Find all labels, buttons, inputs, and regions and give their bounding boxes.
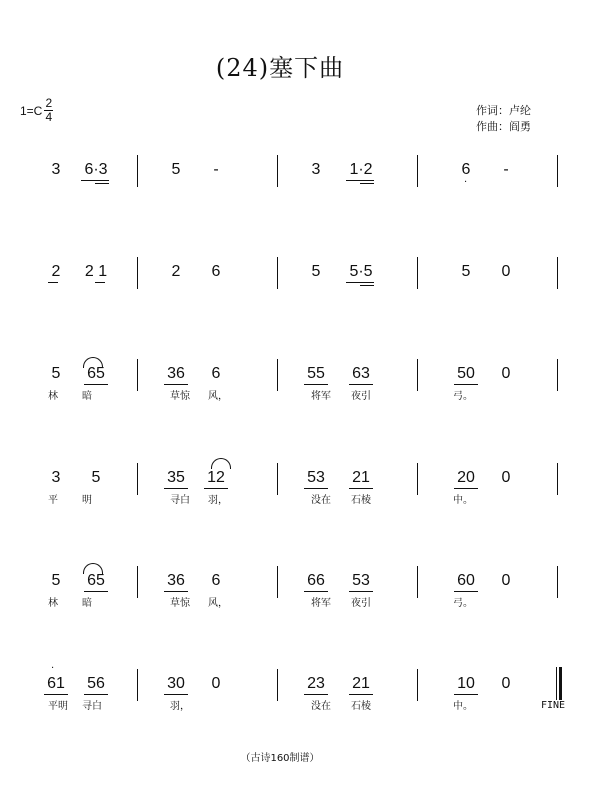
beam-line	[454, 384, 478, 385]
lyric: 弓。	[453, 598, 473, 609]
beam-line	[164, 591, 188, 592]
note: 6	[211, 572, 221, 589]
note: 6·3	[84, 161, 108, 178]
lyric: 林	[48, 391, 58, 402]
lyric: 中。	[453, 701, 473, 712]
note: 5	[461, 263, 471, 280]
low-octave-dot: ·	[464, 177, 468, 188]
barline	[137, 257, 138, 289]
lyric: 暗	[82, 391, 92, 402]
note: 2	[51, 263, 61, 280]
key-tonic: 1=C	[20, 103, 43, 118]
lyric: 寻白	[170, 495, 190, 506]
note: 5·5	[349, 263, 373, 280]
note: -	[503, 161, 509, 178]
barline	[417, 155, 418, 187]
key-signature	[20, 97, 53, 124]
barline	[277, 463, 278, 495]
song-title: (24)塞下曲	[215, 54, 345, 82]
note: 5	[91, 469, 101, 486]
composer: 作曲：阎勇	[476, 120, 531, 133]
lyric: 中。	[453, 495, 473, 506]
barline	[137, 669, 138, 701]
lyric: 平	[48, 495, 58, 506]
lyric: 暗	[82, 598, 92, 609]
note: 0	[501, 469, 511, 486]
lyric: 平明	[48, 701, 68, 712]
beam-line	[304, 694, 328, 695]
lyric: 将军	[311, 391, 331, 402]
beam-line	[349, 384, 373, 385]
note: 63	[352, 365, 370, 382]
high-octave-dot: ·	[51, 663, 55, 674]
barline	[557, 566, 558, 598]
note: 6	[461, 161, 471, 178]
beam-line	[204, 488, 228, 489]
note: 6	[211, 263, 221, 280]
note: 0	[501, 675, 511, 692]
note: 5	[311, 263, 321, 280]
final-barline-thin	[556, 667, 557, 700]
note: 21	[352, 469, 370, 486]
final-barline-thick	[559, 667, 562, 700]
barline	[417, 359, 418, 391]
note: 5	[51, 365, 61, 382]
beam-line	[164, 488, 188, 489]
note: 66	[307, 572, 325, 589]
lyric: 明	[82, 495, 92, 506]
barline	[557, 359, 558, 391]
beam-line	[164, 694, 188, 695]
beam-line	[84, 694, 108, 695]
beam-line	[454, 694, 478, 695]
beam-line	[360, 180, 374, 181]
note: 0	[501, 572, 511, 589]
beam-line	[349, 488, 373, 489]
note: 53	[352, 572, 370, 589]
barline	[417, 257, 418, 289]
lyric: 林	[48, 598, 58, 609]
lyric: 石棱	[351, 701, 371, 712]
barline	[417, 463, 418, 495]
note: 20	[457, 469, 475, 486]
note: 50	[457, 365, 475, 382]
time-beats: 2	[45, 96, 53, 110]
note: 60	[457, 572, 475, 589]
beam-line	[95, 180, 109, 181]
beam-line	[84, 384, 108, 385]
note: 56	[87, 675, 105, 692]
lyric: 风，	[208, 598, 228, 609]
footer-credit: （古诗160制谱）	[240, 753, 320, 764]
beam-line	[349, 591, 373, 592]
beam-line	[48, 282, 58, 283]
time-beat-unit: 4	[45, 110, 53, 124]
barline	[417, 566, 418, 598]
barline	[277, 155, 278, 187]
lyric: 弓。	[453, 391, 473, 402]
lyric: 草惊	[170, 391, 190, 402]
fine-marking: FINE	[541, 700, 566, 711]
lyric: 风，	[208, 391, 228, 402]
beam-line	[44, 694, 68, 695]
slur	[83, 357, 103, 368]
note: 55	[307, 365, 325, 382]
barline	[137, 359, 138, 391]
slur	[83, 563, 103, 574]
barline	[137, 566, 138, 598]
barline	[277, 669, 278, 701]
barline	[557, 463, 558, 495]
beam-line	[304, 488, 328, 489]
note: 30	[167, 675, 185, 692]
lyric: 将军	[311, 598, 331, 609]
lyric: 夜引	[351, 391, 371, 402]
note: 0	[211, 675, 221, 692]
lyric: 没在	[311, 701, 331, 712]
beam-line	[349, 694, 373, 695]
barline	[277, 359, 278, 391]
note: 2	[171, 263, 181, 280]
beam-line	[304, 384, 328, 385]
barline	[137, 155, 138, 187]
lyricist: 作词：卢纶	[476, 104, 531, 117]
barline	[277, 566, 278, 598]
lyric: 没在	[311, 495, 331, 506]
beam-line	[164, 384, 188, 385]
lyric: 草惊	[170, 598, 190, 609]
note: 6	[211, 365, 221, 382]
lyric: 羽，	[170, 701, 190, 712]
note: 36	[167, 572, 185, 589]
note: 65	[87, 572, 105, 589]
note: 61	[47, 675, 65, 692]
note: 53	[307, 469, 325, 486]
note: 23	[307, 675, 325, 692]
barline	[557, 257, 558, 289]
note: 2 1	[84, 263, 108, 280]
slur	[211, 458, 231, 469]
beam-line	[454, 591, 478, 592]
note: 65	[87, 365, 105, 382]
note: 21	[352, 675, 370, 692]
beam-line	[95, 183, 109, 184]
note: 10	[457, 675, 475, 692]
beam-line	[95, 282, 105, 283]
note: 5	[171, 161, 181, 178]
note: 36	[167, 365, 185, 382]
beam-line	[360, 183, 374, 184]
beam-line	[454, 488, 478, 489]
barline	[417, 669, 418, 701]
note: 3	[51, 469, 61, 486]
note: 0	[501, 263, 511, 280]
beam-line	[360, 282, 374, 283]
note: 12	[207, 469, 225, 486]
lyric: 寻白	[82, 701, 102, 712]
credits	[476, 103, 531, 135]
lyric: 夜引	[351, 598, 371, 609]
lyric: 羽，	[208, 495, 228, 506]
barline	[557, 155, 558, 187]
note: -	[213, 161, 219, 178]
beam-line	[84, 591, 108, 592]
time-signature	[44, 97, 53, 124]
lyric: 石棱	[351, 495, 371, 506]
note: 3	[51, 161, 61, 178]
note: 3	[311, 161, 321, 178]
beam-line	[360, 285, 374, 286]
note: 35	[167, 469, 185, 486]
beam-line	[304, 591, 328, 592]
note: 1·2	[349, 161, 373, 178]
barline	[277, 257, 278, 289]
note: 0	[501, 365, 511, 382]
note: 5	[51, 572, 61, 589]
barline	[137, 463, 138, 495]
